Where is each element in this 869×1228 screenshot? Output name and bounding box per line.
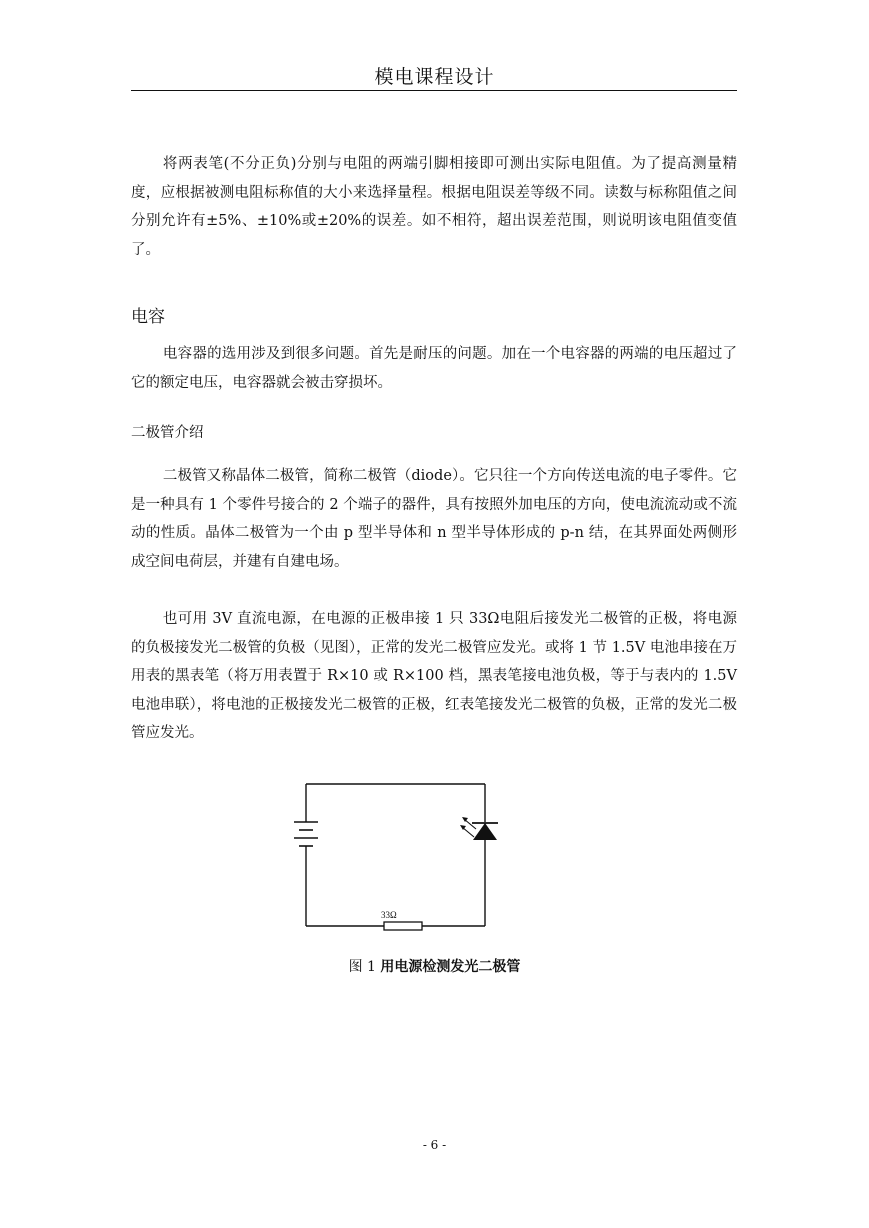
resistor-symbol [384,922,422,930]
led-symbol [460,817,498,840]
figure-number: 图 1 [348,959,376,975]
battery-symbol [294,816,318,848]
paragraph-capacitor: 电容器的选用涉及到很多问题。首先是耐压的问题。加在一个电容器的两端的电压超过了它的额定电压，电容器就会被击穿损坏。 [131,346,737,391]
paragraph-diode-intro: 二极管又称晶体二极管，简称二极管（diode）。它只往一个方向传送电流的电子零件。它是一种具有 1 个零件号接合的 2 个端子的器件，具有按照外加电压的方向，使电流流动或不流动的性质。晶体二极管为一个由 p 型半导体和 n 型半导体形成的 p-n 结，在其界面处两侧形成空间电荷层，并建有自建电场。 [131,468,737,570]
led-test-circuit-diagram [280,772,520,942]
resistor-label: 33Ω [381,910,397,920]
figure-caption-text: 用电源检测发光二极管 [380,959,521,975]
paragraph-led-test: 也可用 3V 直流电源，在电源的正极串接 1 只 33Ω电阻后接发光二极管的正极，将电源的负极接发光二极管的负极（见图），正常的发光二极管应发光。或将 1 节 1.5V 电池串接在万用表的黑表笔（将万用表置于 R×10 或 R×100 档，黑表笔接电池负极，等于与表内的 1.5V 电池串联），将电池的正极接发光二极管的正极，红表笔接发光二极管的负极，正常的发光二极管应发光。 [131,611,737,741]
section-heading-diode: 二极管介绍 [131,425,204,441]
page-header-title: 模电课程设计 [374,66,495,88]
page-number: - 6 - [422,1138,447,1152]
section-heading-capacitor: 电容 [131,307,165,327]
paragraph-resistor-measurement: 将两表笔(不分正负)分别与电阻的两端引脚相接即可测出实际电阻值。为了提高测量精度，应根据被测电阻标称值的大小来选择量程。根据电阻误差等级不同。读数与标称阻值之间分别允许有±5%、±10%或±20%的误差。如不相符，超出误差范围，则说明该电阻值变值了。 [131,156,737,258]
header-rule [131,90,737,91]
figure-caption [0,956,869,976]
